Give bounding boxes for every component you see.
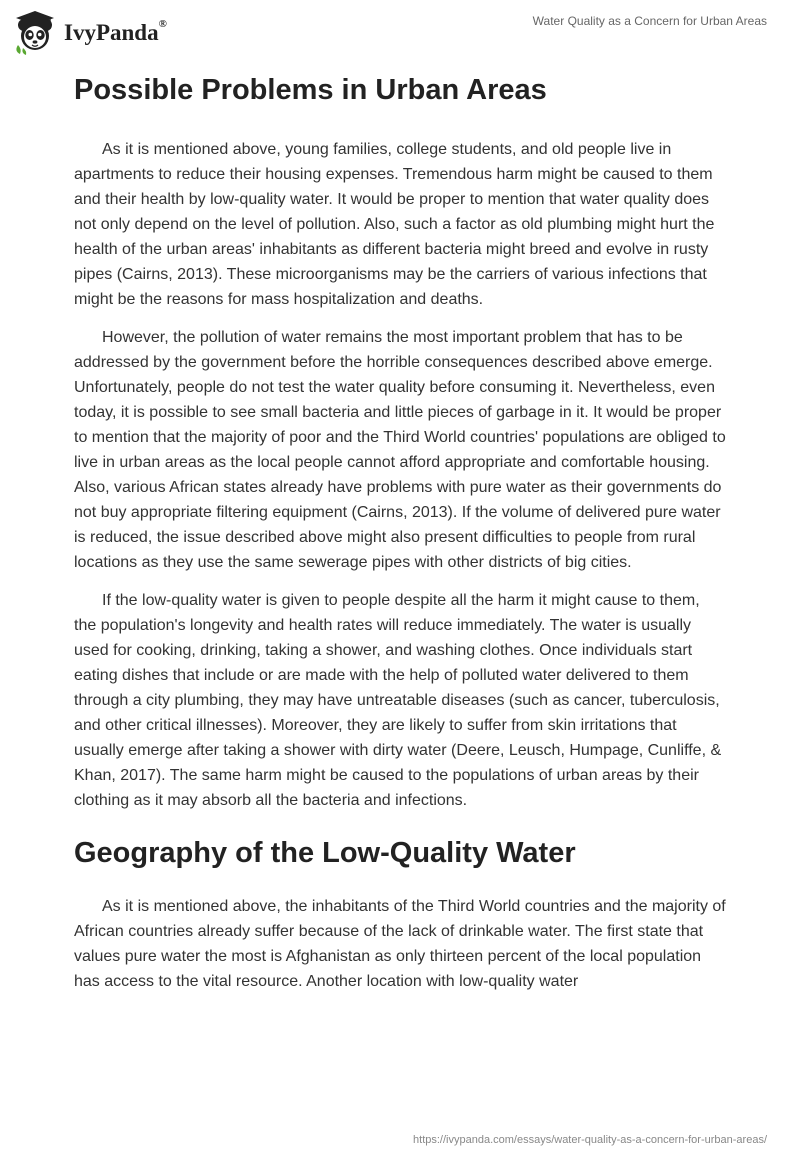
brand-name	[64, 20, 167, 46]
panda-graduation-cap-icon	[14, 9, 60, 55]
paragraph: If the low-quality water is given to people despite all the harm it might cause to them, the population's longevity and health rates will reduce immediately. The water is usually used for cooking, drinking, taking a shower, and washing clothes. Once individuals start eating dishes that include or are made with the help of polluted water delivered to them through a city plumbing, they may have untreatable diseases (such as cancer, tuberculosis, and other critical illnesses). Moreover, they are likely to suffer from skin irritations that usually emerge after taking a shower with dirty water (Deere, Leusch, Humpage, Cunliffe, & Khan, 2017). The same harm might be caused to the populations of urban areas by their clothing as it may absorb all the bacteria and infections.	[74, 592, 722, 809]
ivypanda-logo-link[interactable]	[14, 9, 167, 55]
paragraph: As it is mentioned above, the inhabitants of the Third World countries and the majority of African countries already suffer because of the lack of drinkable water. The first state that values pure water the most is Afghanistan as only thirteen percent of the local population has access to the vital resource. Another location with low-quality water	[74, 898, 726, 990]
source-url-link[interactable]: https://ivypanda.com/essays/water-quality-as-a-concern-for-urban-areas/	[413, 1134, 767, 1146]
registered-mark: ®	[158, 18, 167, 31]
section-heading-possible-problems: Possible Problems in Urban Areas	[74, 74, 547, 106]
section-heading-geography: Geography of the Low-Quality Water	[74, 837, 576, 869]
paragraph: As it is mentioned above, young families, college students, and old people live in apartments to reduce their housing expenses. Tremendous harm might be caused to them and their health by low-quality water. It would be proper to mention that water quality does not only depend on the level of pollution. Also, such a factor as old plumbing might hurt the health of the urban areas' inhabitants as different bacteria might breed and evolve in rusty pipes (Cairns, 2013). These microorganisms may be the carriers of various infections that might be the reasons for mass hospitalization and deaths.	[74, 141, 715, 308]
paragraph: However, the pollution of water remains the most important problem that has to be addressed by the government before the horrible consequences described above emerge. Unfortunately, people do not test the water quality before consuming it. Nevertheless, even today, it is possible to see small bacteria and little pieces of garbage in it. It would be proper to mention that the majority of poor and the Third World countries' populations are obliged to live in urban areas as the local people cannot afford appropriate and comfortable housing. Also, various African states already have problems with pure water as their governments do not buy appropriate filtering equipment (Cairns, 2013). If the volume of delivered pure water is reduced, the issue described above might also present difficulties to people from rural locations as they use the same sewerage pipes with other districts of big cities.	[74, 329, 726, 571]
document-title: Water Quality as a Concern for Urban Areas	[532, 14, 767, 28]
brand-text: IvyPanda	[64, 20, 159, 45]
essay-content	[74, 70, 726, 994]
